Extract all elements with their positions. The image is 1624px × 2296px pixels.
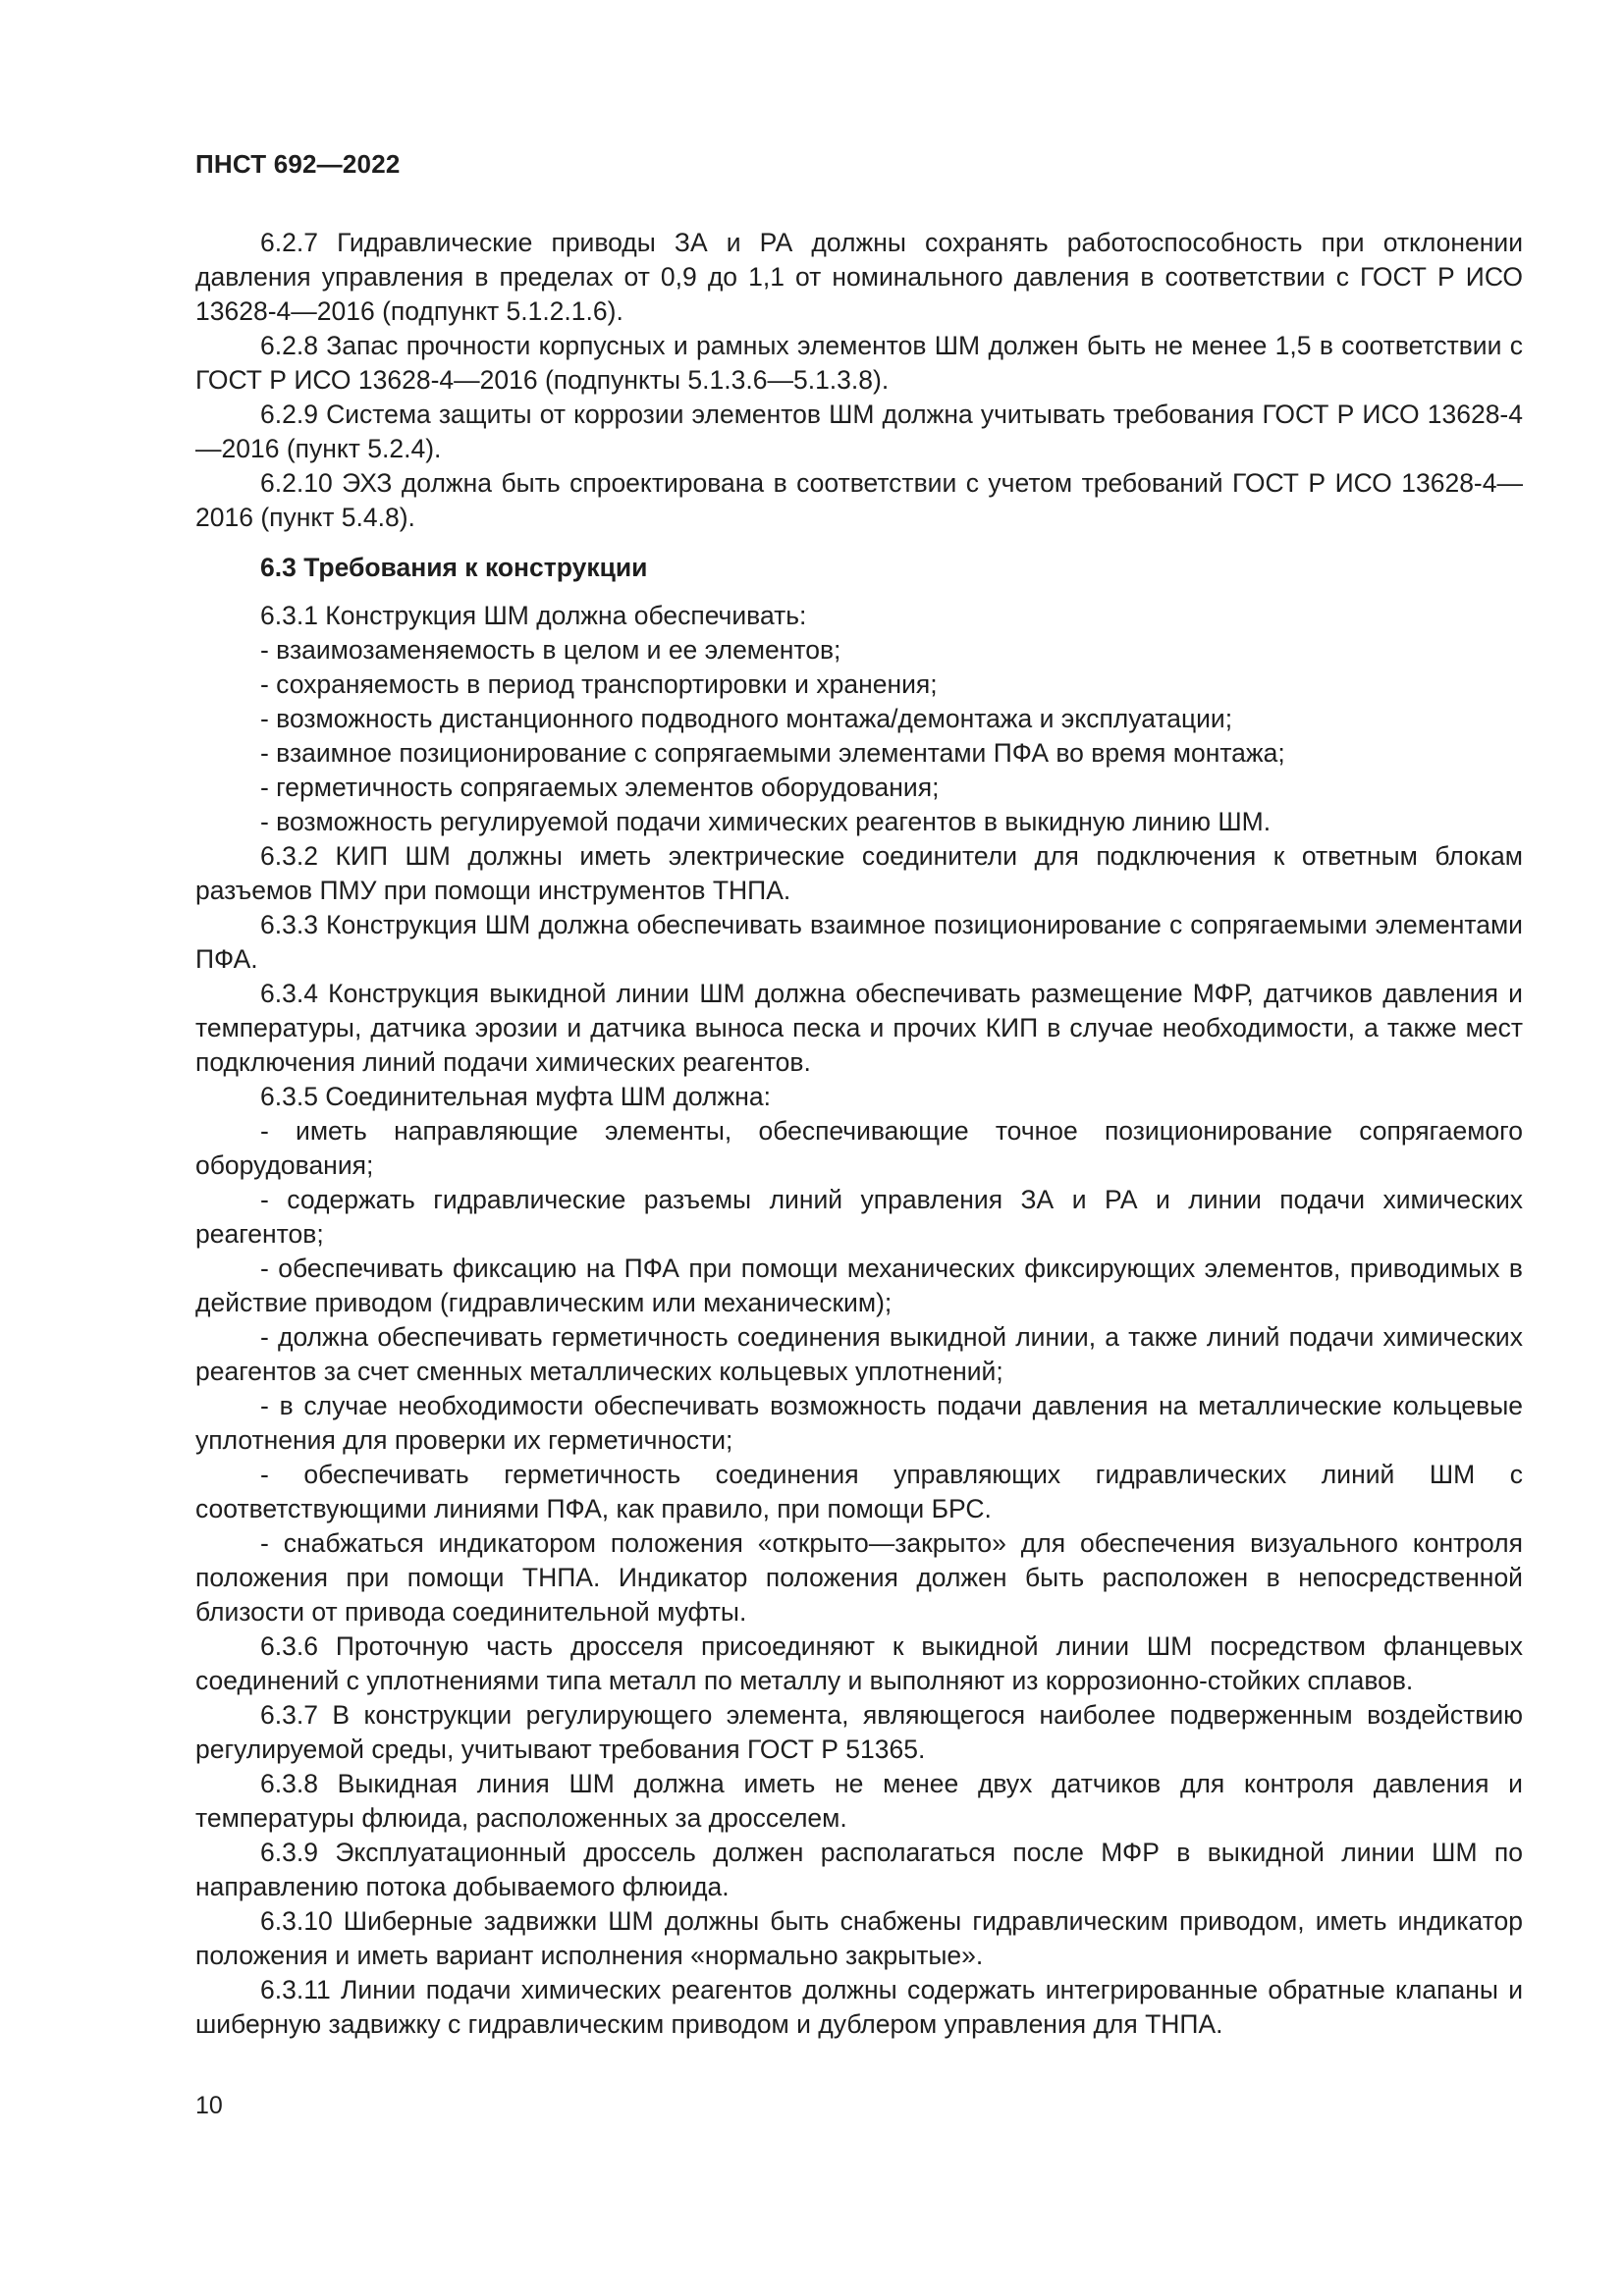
list-item: - сохраняемость в период транспортировки и хранения; (260, 669, 938, 699)
page-number: 10 (195, 2092, 223, 2119)
list-item: - возможность регулируемой подачи химических реагентов в выкидную линию ШМ. (260, 807, 1272, 836)
section-heading: 6.3 Требования к конструкции (260, 553, 648, 582)
paragraph: 6.3.8 Выкидная линия ШМ должна иметь не менее двух датчиков для контроля давления и температуры флюида, расположенных за дросселем. (195, 1769, 1523, 1833)
paragraph: 6.3.3 Конструкция ШМ должна обеспечивать взаимное позиционирование с сопрягаемыми элементами ПФА. (195, 910, 1523, 974)
paragraph: 6.3.4 Конструкция выкидной линии ШМ должна обеспечивать размещение МФР, датчиков давления и температуры, датчика эрозии и датчика выноса песка и прочих КИП в случае необходимости, а также мест подключения линий подачи химических реагентов. (195, 979, 1523, 1077)
list-item: - обеспечивать фиксацию на ПФА при помощи механических фиксирующих элементов, приводимых в действие приводом (гидравлическим или механическим); (195, 1254, 1523, 1317)
paragraph: 6.3.5 Соединительная муфта ШМ должна: (260, 1082, 771, 1111)
paragraph: 6.3.9 Эксплуатационный дроссель должен располагаться после МФР в выкидной линии ШМ по направлению потока добываемого флюида. (195, 1838, 1523, 1901)
paragraph: 6.3.6 Проточную часть дросселя присоединяют к выкидной линии ШМ посредством фланцевых соединений с уплотнениями типа металл по металлу и выполняют из коррозионно-стойких сплавов. (195, 1631, 1523, 1695)
list-item: - должна обеспечивать герметичность соединения выкидной линии, а также линий подачи химических реагентов за счет сменных металлических кольцевых уплотнений; (195, 1322, 1523, 1386)
list-item: - снабжаться индикатором положения «открыто—закрыто» для обеспечения визуального контроля положения при помощи ТНПА. Индикатор положения должен быть расположен в непосредственной близости от привода соединительной муфты. (195, 1528, 1523, 1627)
paragraph: 6.2.7 Гидравлические приводы ЗА и РА должны сохранять работоспособность при отклонении давления управления в пределах от 0,9 до 1,1 от номинального давления в соответствии с ГОСТ Р ИСО 13628-4—2016 (подпункт 5.1.2.1.6). (195, 228, 1523, 326)
list-item: - взаимное позиционирование с сопрягаемыми элементами ПФА во время монтажа; (260, 738, 1285, 768)
list-item: - в случае необходимости обеспечивать возможность подачи давления на металлические кольцевые уплотнения для проверки их герметичности; (195, 1391, 1523, 1455)
paragraph: 6.3.11 Линии подачи химических реагентов должны содержать интегрированные обратные клапаны и шиберную задвижку с гидравлическим приводом и дублером управления для ТНПА. (195, 1975, 1523, 2039)
paragraph: 6.3.2 КИП ШМ должны иметь электрические соединители для подключения к ответным блокам разъемов ПМУ при помощи инструментов ТНПА. (195, 841, 1523, 905)
paragraph: 6.2.9 Система защиты от коррозии элементов ШМ должна учитывать требования ГОСТ Р ИСО 13628-4—2016 (пункт 5.2.4). (195, 400, 1523, 463)
list-item: - взаимозаменяемость в целом и ее элементов; (260, 635, 841, 665)
list-item: - иметь направляющие элементы, обеспечивающие точное позиционирование сопрягаемого оборудования; (195, 1116, 1523, 1180)
list-item: - содержать гидравлические разъемы линий управления ЗА и РА и линии подачи химических реагентов; (195, 1185, 1523, 1249)
list-item: - герметичность сопрягаемых элементов оборудования; (260, 773, 940, 802)
paragraph: 6.3.10 Шиберные задвижки ШМ должны быть снабжены гидравлическим приводом, иметь индикатор положения и иметь вариант исполнения «нормально закрытые». (195, 1906, 1523, 1970)
document-body (195, 226, 1523, 2042)
document-header: ПНСТ 692—2022 (195, 149, 401, 179)
list-item: - обеспечивать герметичность соединения управляющих гидравлических линий ШМ с соответствующими линиями ПФА, как правило, при помощи БРС. (195, 1460, 1523, 1523)
paragraph: 6.2.8 Запас прочности корпусных и рамных элементов ШМ должен быть не менее 1,5 в соответствии с ГОСТ Р ИСО 13628-4—2016 (подпункты 5.1.3.6—5.1.3.8). (195, 331, 1523, 395)
paragraph: 6.2.10 ЭХЗ должна быть спроектирована в соответствии с учетом требований ГОСТ Р ИСО 13628-4—2016 (пункт 5.4.8). (195, 468, 1523, 532)
paragraph: 6.3.7 В конструкции регулирующего элемента, являющегося наиболее подверженным воздействию регулируемой среды, учитывают требования ГОСТ Р 51365. (195, 1700, 1523, 1764)
paragraph: 6.3.1 Конструкция ШМ должна обеспечивать: (260, 601, 807, 630)
list-item: - возможность дистанционного подводного монтажа/демонтажа и эксплуатации; (260, 704, 1233, 733)
